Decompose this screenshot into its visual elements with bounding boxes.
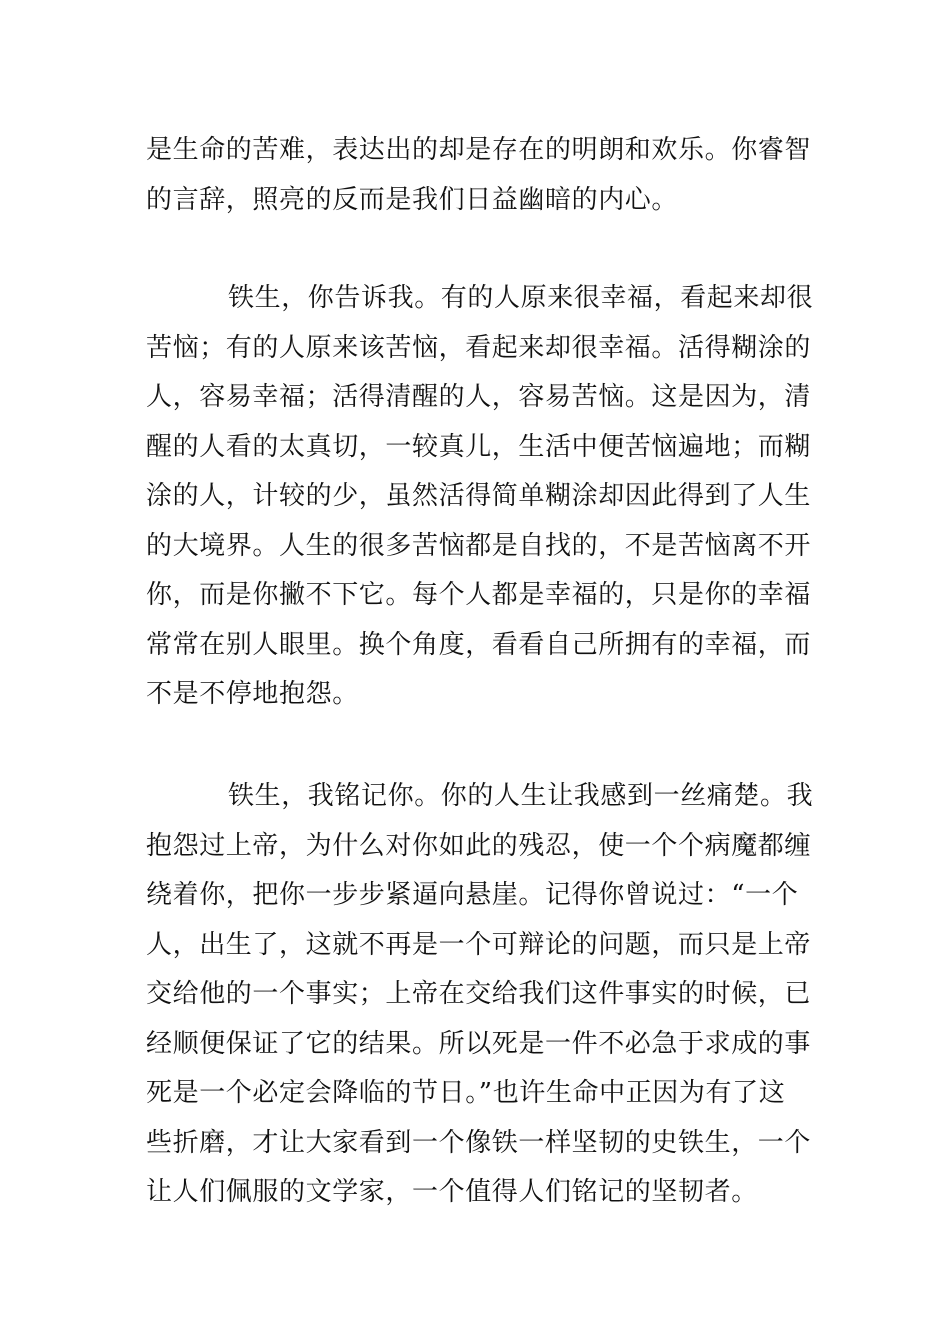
paragraph-line: 是生命的苦难，表达出的却是存在的明朗和欢乐。你睿智 xyxy=(146,135,812,165)
paragraph-line: 涂的人，计较的少，虽然活得简单糊涂却因此得到了人生 xyxy=(146,481,812,511)
paragraph-line: 醒的人看的太真切，一较真儿，生活中便苦恼遍地；而糊 xyxy=(146,431,812,462)
paragraph-line: 抱怨过上帝，为什么对你如此的残忍，使一个个病魔都缠 xyxy=(146,830,812,861)
paragraph-line: 死是一个必定会降临的节日。”也许生命中正因为有了这 xyxy=(146,1078,786,1108)
paragraph-line: 铁生，我铭记你。你的人生让我感到一丝痛楚。我 xyxy=(228,781,814,811)
paragraph-2 xyxy=(146,274,814,720)
paragraph-line: 让人们佩服的文学家，一个值得人们铭记的坚韧者。 xyxy=(146,1177,758,1207)
paragraph-line: 苦恼；有的人原来该苦恼，看起来却很幸福。活得糊涂的 xyxy=(146,332,812,363)
paragraph-line: 些折磨，才让大家看到一个像铁一样坚韧的史铁生，一个 xyxy=(146,1127,812,1158)
paragraph-line: 人，容易幸福；活得清醒的人，容易苦恼。这是因为，清 xyxy=(146,382,812,412)
paragraph-line: 经顺便保证了它的结果。所以死是一件不必急于求成的事 xyxy=(146,1028,812,1059)
paragraph-line: 不是不停地抱怨。 xyxy=(146,679,359,709)
paragraph-line: 的言辞，照亮的反而是我们日益幽暗的内心。 xyxy=(146,184,679,215)
paragraph-line: 的大境界。人生的很多苦恼都是自找的，不是苦恼离不开 xyxy=(146,530,812,561)
paragraph-1 xyxy=(146,126,812,225)
paragraph-line: 你，而是你撇不下它。每个人都是幸福的，只是你的幸福 xyxy=(146,580,812,610)
paragraph-line: 人，出生了，这就不再是一个可辩论的问题，而只是上帝 xyxy=(146,929,812,960)
paragraph-line: 绕着你，把你一步步紧逼向悬崖。记得你曾说过：“一个 xyxy=(146,880,799,910)
paragraph-line: 交给他的一个事实；上帝在交给我们这件事实的时候，已 xyxy=(146,979,812,1009)
paragraph-line: 铁生，你告诉我。有的人原来很幸福，看起来却很 xyxy=(228,283,814,313)
paragraph-line: 常常在别人眼里。换个角度，看看自己所拥有的幸福，而 xyxy=(146,629,812,660)
paragraph-3 xyxy=(146,772,814,1218)
